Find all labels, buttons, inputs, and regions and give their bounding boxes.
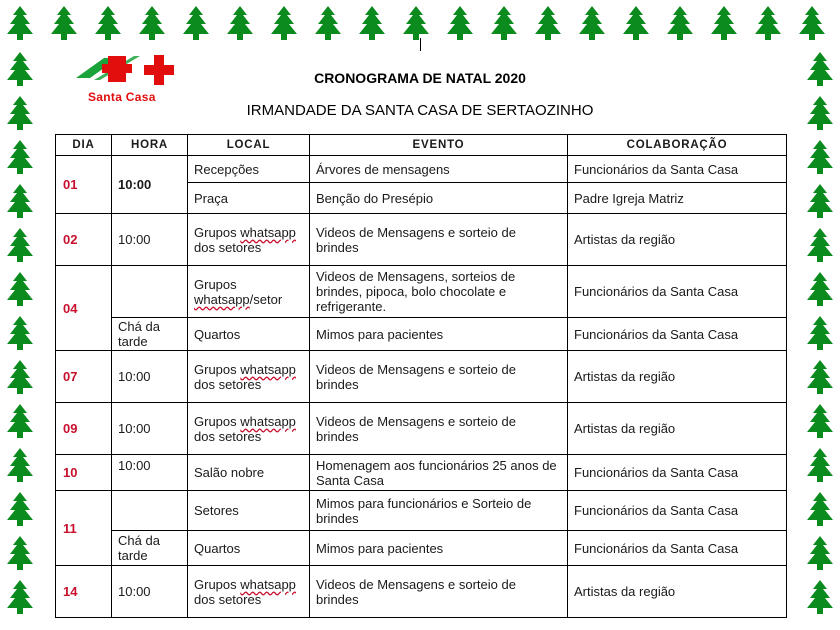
tree-icon	[799, 6, 825, 40]
time-cell	[112, 266, 188, 318]
table-row	[56, 566, 787, 618]
tree-icon	[807, 184, 833, 218]
tree-icon	[7, 140, 33, 174]
time-cell: 10:00	[112, 214, 188, 266]
santa-casa-logo	[74, 52, 186, 104]
time-cell: 10:00	[112, 566, 188, 618]
tree-icon	[807, 492, 833, 526]
tree-icon	[7, 316, 33, 350]
collaboration-cell: Artistas da região	[568, 566, 787, 618]
time-cell: 10:00	[112, 351, 188, 403]
tree-icon	[807, 228, 833, 262]
event-cell: Homenagem aos funcionários 25 anos de Santa Casa	[310, 455, 568, 491]
day-cell: 04	[56, 266, 112, 351]
header-hora: HORA	[112, 135, 188, 156]
location-group: Grupos	[194, 576, 237, 592]
collaboration-cell: Funcionários da Santa Casa	[568, 266, 787, 318]
time-cell: Chá da tarde	[112, 531, 188, 566]
text-cursor	[420, 38, 421, 51]
tree-icon	[139, 6, 165, 40]
collaboration-cell: Funcionários da Santa Casa	[568, 455, 787, 491]
location-group: Grupos	[194, 413, 237, 429]
day-cell: 01	[56, 156, 112, 214]
table-row	[56, 156, 787, 183]
location-cell: Setores	[188, 491, 310, 531]
event-cell: Mimos para funcionários e Sorteio de brindes	[310, 491, 568, 531]
day-cell: 11	[56, 491, 112, 566]
event-cell: Mimos para pacientes	[310, 318, 568, 351]
location-cell: Recepções	[188, 156, 310, 183]
day-cell: 14	[56, 566, 112, 618]
location-cell	[188, 351, 310, 403]
page-subtitle: IRMANDADE DA SANTA CASA DE SERTAOZINHO	[246, 102, 594, 119]
event-cell: Videos de Mensagens e sorteio de brindes	[310, 214, 568, 266]
event-cell: Mimos para pacientes	[310, 531, 568, 566]
tree-icon	[227, 6, 253, 40]
location-app: whatsapp	[240, 224, 296, 240]
day-cell: 09	[56, 403, 112, 455]
event-cell: Videos de Mensagens e sorteio de brindes	[310, 403, 568, 455]
tree-icon	[807, 448, 833, 482]
location-app: whatsapp	[240, 361, 296, 377]
tree-icon	[807, 580, 833, 614]
tree-icon	[7, 580, 33, 614]
time-cell: 10:00	[112, 403, 188, 455]
collaboration-cell: Artistas da região	[568, 403, 787, 455]
location-cell	[188, 214, 310, 266]
tree-icon	[7, 448, 33, 482]
tree-icon	[183, 6, 209, 40]
header-local: LOCAL	[188, 135, 310, 156]
tree-icon	[7, 404, 33, 438]
collaboration-cell: Padre Igreja Matriz	[568, 183, 787, 214]
tree-icon	[7, 536, 33, 570]
location-rest: /setor	[249, 291, 283, 307]
tree-icon	[51, 6, 77, 40]
collaboration-cell: Funcionários da Santa Casa	[568, 156, 787, 183]
location-cell: Quartos	[188, 531, 310, 566]
tree-icon	[807, 536, 833, 570]
location-rest: dos setores	[194, 591, 262, 607]
collaboration-cell: Funcionários da Santa Casa	[568, 531, 787, 566]
time-cell	[112, 491, 188, 531]
location-group: Grupos	[194, 224, 237, 240]
tree-icon	[7, 272, 33, 306]
header-row	[56, 135, 787, 156]
tree-icon	[95, 6, 121, 40]
tree-icon	[755, 6, 781, 40]
time-cell: Chá da tarde	[112, 318, 188, 351]
tree-icon	[807, 140, 833, 174]
table-row	[56, 531, 787, 566]
day-cell: 02	[56, 214, 112, 266]
tree-icon	[711, 6, 737, 40]
logo-text: Santa Casa	[88, 90, 156, 104]
tree-icon	[271, 6, 297, 40]
page-title: CRONOGRAMA DE NATAL 2020	[314, 70, 526, 86]
tree-icon	[315, 6, 341, 40]
header-dia: DIA	[56, 135, 112, 156]
location-cell	[188, 403, 310, 455]
tree-icon	[359, 6, 385, 40]
tree-icon	[7, 6, 33, 40]
event-cell: Videos de Mensagens e sorteio de brindes	[310, 566, 568, 618]
location-cell: Salão nobre	[188, 455, 310, 491]
event-cell: Árvores de mensagens	[310, 156, 568, 183]
day-cell: 10	[56, 455, 112, 491]
tree-icon	[7, 52, 33, 86]
tree-icon	[579, 6, 605, 40]
location-group: Grupos	[194, 361, 237, 377]
header-colaboracao: COLABORAÇÃO	[568, 135, 787, 156]
day-cell: 07	[56, 351, 112, 403]
location-rest: dos setores	[194, 239, 262, 255]
tree-icon	[7, 184, 33, 218]
tree-icon	[807, 272, 833, 306]
time-cell: 10:00	[112, 156, 188, 214]
tree-icon	[807, 316, 833, 350]
location-app: whatsapp	[240, 576, 296, 592]
event-cell: Videos de Mensagens e sorteio de brindes	[310, 351, 568, 403]
location-app: whatsapp	[194, 291, 250, 307]
cross-logo-icon	[74, 52, 186, 92]
location-rest: dos setores	[194, 376, 262, 392]
location-rest: dos setores	[194, 428, 262, 444]
header-evento: EVENTO	[310, 135, 568, 156]
table-row	[56, 318, 787, 351]
collaboration-cell: Artistas da região	[568, 351, 787, 403]
tree-icon	[7, 228, 33, 262]
tree-icon	[623, 6, 649, 40]
table-row	[56, 266, 787, 318]
collaboration-cell: Funcionários da Santa Casa	[568, 491, 787, 531]
event-cell: Benção do Presépio	[310, 183, 568, 214]
tree-icon	[7, 492, 33, 526]
tree-icon	[807, 52, 833, 86]
table-row	[56, 403, 787, 455]
tree-icon	[403, 6, 429, 40]
table-row	[56, 351, 787, 403]
tree-icon	[7, 360, 33, 394]
tree-icon	[7, 96, 33, 130]
table-row	[56, 214, 787, 266]
location-cell: Praça	[188, 183, 310, 214]
collaboration-cell: Funcionários da Santa Casa	[568, 318, 787, 351]
event-cell: Videos de Mensagens, sorteios de brindes, pipoca, bolo chocolate e refrigerante.	[310, 266, 568, 318]
table-row	[56, 455, 787, 491]
location-group: Grupos	[194, 276, 237, 292]
tree-icon	[807, 96, 833, 130]
collaboration-cell: Artistas da região	[568, 214, 787, 266]
tree-icon	[807, 360, 833, 394]
schedule-table	[55, 134, 787, 618]
location-cell	[188, 566, 310, 618]
tree-icon	[491, 6, 517, 40]
location-cell	[188, 266, 310, 318]
tree-icon	[447, 6, 473, 40]
location-cell: Quartos	[188, 318, 310, 351]
tree-icon	[535, 6, 561, 40]
time-cell: 10:00	[112, 455, 188, 491]
tree-icon	[667, 6, 693, 40]
location-app: whatsapp	[240, 413, 296, 429]
tree-icon	[807, 404, 833, 438]
table-row	[56, 491, 787, 531]
